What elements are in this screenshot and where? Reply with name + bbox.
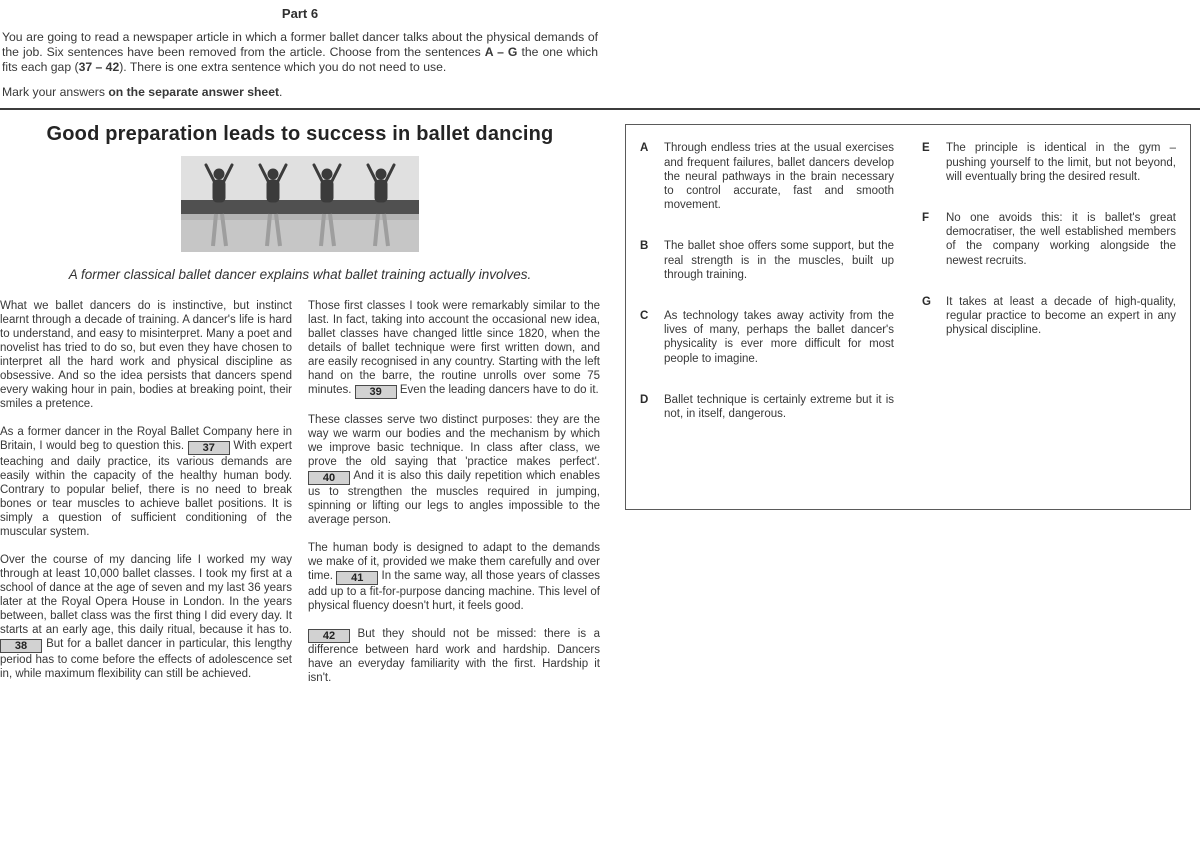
instructions-bold-gaps: 37 – 42: [78, 59, 120, 74]
mark-answers-period: .: [279, 85, 283, 100]
option-letter-d: D: [640, 393, 649, 406]
mark-answers-note: [2, 85, 598, 99]
article-paragraph-2: [0, 425, 292, 539]
paragraph-text: Even the leading dancers have to do it.: [399, 384, 599, 397]
paragraph-text: As a former dancer in the Royal Ballet Company here in Britain, I would beg to question this.: [0, 426, 292, 453]
instructions-text: the one which fits each gap (: [2, 44, 598, 74]
option-text-e: The principle is identical in the gym – pushing yourself to the limit, but not beyond, will eventually bring the desired result.: [946, 142, 1176, 183]
article-paragraph-1: [0, 299, 292, 411]
paragraph-text: In the same way, all those years of classes add up to a fit-for-purpose dancing machine. This level of physical fluency doesn't hurt, it feels good.: [308, 570, 601, 613]
ballet-photo-image: [181, 156, 419, 252]
sentence-option-e: [922, 141, 1176, 184]
article-subtitle: A former classical ballet dancer explains what ballet training actually involves.: [68, 267, 532, 283]
paragraph-text: Those first classes I took were remarkably similar to the last. In fact, taking into account the occasional new idea, ballet classes have changed little since 1820, when the details of ballet technique were first written down, and are easily recognised in any country. Starting with the left hand on the barre, the routine unrolls over some 75 minutes.: [308, 300, 600, 397]
paragraph-text: Over the course of my dancing life I worked my way through at least 10,000 ballet classes. I took my first at a school of dance at the age of seven and my last 36 years later at the Royal Opera House in London. In the years between, ballet class was the first thing I did every day. It starts at an early age, this daily ritual, because it has to.: [0, 554, 292, 637]
sentence-option-b: [640, 239, 894, 282]
mark-answers-text: Mark your answers: [2, 85, 109, 100]
paragraph-text: These classes serve two distinct purposes: they are the way we warm our bodies and the mechanism by which we improve basic technique. In class after class, we prove the old saying that 'practice makes perfect'.: [308, 414, 600, 469]
paragraph-text: But they should not be missed: there is a difference between hard work and hardship. Dancers have an everyday familiarity with the first. Hardship it isn't.: [308, 628, 600, 685]
sentence-options-box: [625, 124, 1191, 510]
instructions-text: You are going to read a newspaper article in which a former ballet dancer talks about the physical demands of the job. Six sentences have been removed from the article. Choose from the sentences: [2, 30, 598, 59]
article-columns: [0, 299, 600, 699]
instructions-section: [0, 0, 600, 99]
paragraph-text: What we ballet dancers do is instinctive, but instinct learnt through a decade of training. A dancer's life is hard to understand, and easy to misinterpret. Many a poet and novelist has tried to do so, but even they have chosen to interpret all the hard work and physical discipline as obsessive. And so the idea persists that dancers spend every waking hour in pain, bodies at breaking point, their smiles a pretence.: [0, 300, 292, 411]
article-paragraph-7: [308, 627, 600, 685]
option-text-d: Ballet technique is certainly extreme but it is not, in itself, dangerous.: [664, 393, 894, 421]
option-letter-b: B: [640, 240, 649, 253]
instructions-bold-range: A – G: [484, 44, 518, 59]
article-paragraph-4: [308, 299, 600, 399]
paragraph-text: But for a ballet dancer in particular, this lengthy period has to come before the effects of adolescence set in, while maximum flexibility can still be achieved.: [0, 638, 292, 681]
sentence-option-d: [640, 393, 894, 421]
option-text-b: The ballet shoe offers some support, but the real strength is in the muscles, built up through training.: [664, 240, 894, 281]
paragraph-text: And it is also this daily repetition which enables us to strengthen the muscles required in jumping, spinning or lifting our legs to angles impossible to the average person.: [308, 470, 600, 527]
option-letter-a: A: [640, 142, 649, 155]
content-area: [0, 110, 1200, 699]
option-text-c: As technology takes away activity from the lives of many, perhaps the ballet dancer's physicality is ever more difficult for most people to imagine.: [664, 310, 894, 365]
gap-box-39: 39: [355, 385, 397, 399]
article-column-2: [308, 299, 600, 699]
sentence-option-c: [640, 309, 894, 366]
article-title: Good preparation leads to success in ballet dancing: [46, 123, 554, 146]
article-paragraph-6: [308, 541, 600, 613]
options-column-right: [922, 141, 1176, 493]
gap-box-42: 42: [308, 629, 350, 643]
article-paragraph-5: [308, 413, 600, 527]
option-letter-g: G: [922, 295, 931, 308]
gap-box-41: 41: [336, 571, 378, 585]
instructions-text: ). There is one extra sentence which you do not need to use.: [119, 59, 447, 74]
gap-box-38: 38: [0, 639, 42, 653]
paragraph-text: The human body is designed to adapt to the demands we make of it, provided we make them carefully and over time.: [308, 542, 600, 583]
option-text-g: It takes at least a decade of high-quality, regular practice to become an expert in any physical discipline.: [946, 295, 1176, 337]
sentence-option-f: [922, 211, 1176, 268]
ballet-dancers-photo: [181, 156, 419, 252]
option-text-f: No one avoids this: it is ballet's great democratiser, the well established members of the company working alongside the newest recruits.: [946, 212, 1176, 267]
sentence-option-g: [922, 295, 1176, 338]
option-text-a: Through endless tries at the usual exercises and frequent failures, ballet dancers develop the neural pathways in the brain necessary to control accurate, fast and smooth movement.: [664, 142, 894, 212]
article: [0, 110, 600, 699]
option-letter-c: C: [640, 310, 649, 323]
sentence-option-a: [640, 141, 894, 212]
mark-answers-bold: on the separate answer sheet: [108, 85, 280, 100]
options-column-left: [640, 141, 894, 493]
article-paragraph-3: [0, 553, 292, 681]
gap-box-37: 37: [188, 441, 230, 455]
option-letter-f: F: [922, 212, 930, 224]
paragraph-text: With expert teaching and daily practice, its various demands are easily within the capacity of the healthy human body. Contrary to popular belief, there is no need to break bones or tear muscles to achieve ballet positions. It is simply a question of sufficient conditioning of the muscular system.: [0, 440, 292, 539]
part-label: Part 6: [281, 6, 319, 21]
task-instructions: [2, 30, 598, 74]
article-column-1: [0, 299, 292, 699]
option-letter-e: E: [922, 142, 930, 155]
gap-box-40: 40: [308, 471, 350, 485]
